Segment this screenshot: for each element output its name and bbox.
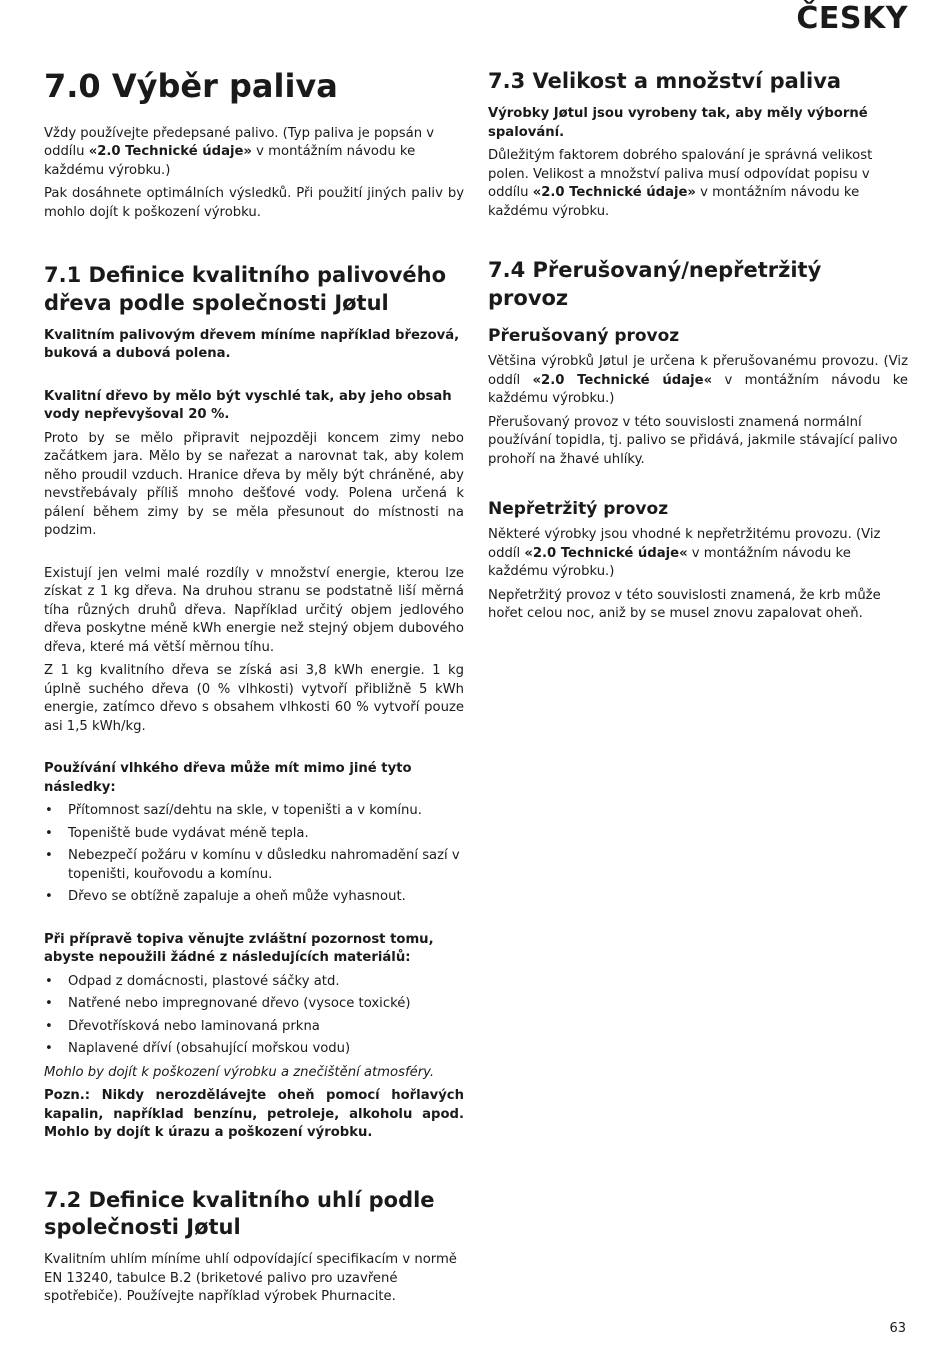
text-run: Většina výrobků Jøtul je určena k přerušovanému provozu. (Viz oddíl <box>488 354 908 388</box>
section-7-3-paragraph <box>488 147 908 221</box>
energy-paragraph-1: Existují jen velmi malé rozdíly v množství energie, kterou lze získat z 1 kg dřeva. Na druhou stranu se podstatně liší měrná tíha různých druhů dřeva. Například určitý objem jedlového dřeva poskytne méně kWh energie než stejný objem dubového dřeva, které má větší měrnou tíhu. <box>44 565 464 655</box>
right-column <box>488 68 908 629</box>
list-item: • Dřevo se obtížně zapaluje a oheň může vyhasnout. <box>44 888 464 907</box>
damage-note: Mohlo by dojít k poškození výrobku a znečištění atmosféry. <box>44 1064 435 1080</box>
continuous-paragraph-1 <box>488 526 908 582</box>
text-run: v montážním návodu ke každému výrobku.) <box>44 144 416 178</box>
forbidden-materials-list <box>44 973 464 1059</box>
intermittent-paragraph-1 <box>488 353 908 409</box>
list-item: • Odpad z domácnosti, plastové sáčky atd. <box>44 973 464 992</box>
list-item: • Topeniště bude vydávat méně tepla. <box>44 825 464 844</box>
text-run: v montážním návodu ke každému výrobku.) <box>488 372 908 407</box>
list-item: • Naplavené dříví (obsahující mořskou vodu) <box>44 1040 464 1059</box>
forbidden-materials-heading: Při přípravě topiva věnujte zvláštní pozornost tomu, abyste nepoužili žádné z následujících materiálů: <box>44 931 434 966</box>
intermittent-paragraph-2: Přerušovaný provoz v této souvislosti znamená normální používání topidla, tj. palivo se přidává, jakmile stávající palivo prohoří na žhavé uhlíky. <box>488 414 898 467</box>
section-7-0 <box>44 68 464 222</box>
page-number: 63 <box>889 1321 906 1336</box>
text-run: v montážním návodu ke každému výrobku.) <box>488 545 851 580</box>
list-item: • Natřené nebo impregnované dřevo (vysoce toxické) <box>44 995 464 1014</box>
list-item: • Dřevotřísková nebo laminovaná prkna <box>44 1018 464 1037</box>
text-run: Důležitým faktorem dobrého spalování je správná velikost polen. Velikost a množství paliva musí odpovídat popisu v oddílu <box>488 148 873 201</box>
continuous-paragraph-2: Nepřetržitý provoz v této souvislosti znamená, že krb může hořet celou noc, aniž by se musel znovu zapalovat oheň. <box>488 587 881 622</box>
language-label: ČESKY <box>796 1 908 36</box>
continuous-heading: Nepřetržitý provoz <box>488 499 669 520</box>
section-7-0-paragraph-2: Pak dosáhnete optimálních výsledků. Při použití jiných paliv by mohlo dojít k poškození výrobku. <box>44 186 464 220</box>
list-item: • Přítomnost sazí/dehtu na skle, v topeništi a v komínu. <box>44 802 464 821</box>
left-column <box>44 68 464 1312</box>
section-7-0-title: 7.0 Výběr paliva <box>44 67 338 105</box>
section-7-3 <box>488 68 908 221</box>
list-item: • Nebezpečí požáru v komínu v důsledku nahromadění sazí v topeništi, kouřovodu a komínu. <box>44 847 464 884</box>
section-7-3-lead: Výrobky Jøtul jsou vyrobeny tak, aby měly výborné spalování. <box>488 106 868 140</box>
section-7-1-lead: Kvalitním palivovým dřevem míníme například březová, buková a dubová polena. <box>44 327 460 362</box>
section-7-4-title: 7.4 Přerušovaný/nepřetržitý provoz <box>488 258 822 310</box>
reference-technical-data: «2.0 Technické údaje» <box>532 185 696 201</box>
wet-wood-heading: Používání vlhkého dřeva může mít mimo jiné tyto následky: <box>44 761 412 795</box>
dry-wood-statement: Kvalitní dřevo by mělo být vyschlé tak, aby jeho obsah vody nepřevyšoval 20 %. <box>44 388 452 423</box>
warning-note: Pozn.: Nikdy nerozdělávejte oheň pomocí hořlavých kapalin, například benzínu, petroleje, alkoholu apod. Mohlo by dojít k úrazu a poškození výrobku. <box>44 1088 464 1141</box>
section-7-0-paragraph-1 <box>44 125 464 181</box>
text-run: Vždy používejte předepsané palivo. (Typ paliva je popsán v oddílu <box>44 125 435 160</box>
section-7-2-title: 7.2 Definice kvalitního uhlí podle společnosti Jøtul <box>44 1187 435 1240</box>
reference-technical-data: «2.0 Technické údaje« <box>524 545 688 561</box>
section-7-2-paragraph: Kvalitním uhlím míníme uhlí odpovídající specifikacím v normě EN 13240, tabulce B.2 (briketové palivo pro uzavřené spotřebiče). Používejte například výrobek Phurnacite. <box>44 1252 457 1305</box>
section-7-2 <box>44 1187 464 1307</box>
energy-paragraph-2: Z 1 kg kvalitního dřeva se získá asi 3,8 kWh energie. 1 kg úplně suchého dřeva (0 % vlhkosti) vytvoří přibližně 5 kWh energie, zatímco dřevo s obsahem vlhkosti 60 % vytvoří pouze asi 1,5 kWh/kg. <box>44 663 464 734</box>
section-7-4 <box>488 257 908 624</box>
text-run: v montážním návodu ke každému výrobku. <box>488 185 860 219</box>
wet-wood-list <box>44 802 464 907</box>
reference-technical-data: «2.0 Technické údaje» <box>88 144 252 160</box>
section-7-3-title: 7.3 Velikost a množství paliva <box>488 69 842 93</box>
intermittent-heading: Přerušovaný provoz <box>488 325 680 346</box>
dry-wood-paragraph: Proto by se mělo připravit nejpozději koncem zimy nebo začátkem jara. Mělo by se nařezat a narovnat tak, aby kolem něho proudil vzduch. Hranice dřeva by měly být chráněné, aby nevstřebávaly příliš mnoho dešťové vody. Polena určená k pálení během zimy by se měla přesunout do místnosti na podzim. <box>44 430 464 539</box>
section-7-1-title: 7.1 Definice kvalitního palivového dřeva podle společnosti Jøtul <box>44 263 447 315</box>
text-run: Některé výrobky jsou vhodné k nepřetržitému provozu. (Viz oddíl <box>488 527 881 561</box>
section-7-1 <box>44 262 464 1143</box>
reference-technical-data: «2.0 Technické údaje« <box>532 372 713 388</box>
